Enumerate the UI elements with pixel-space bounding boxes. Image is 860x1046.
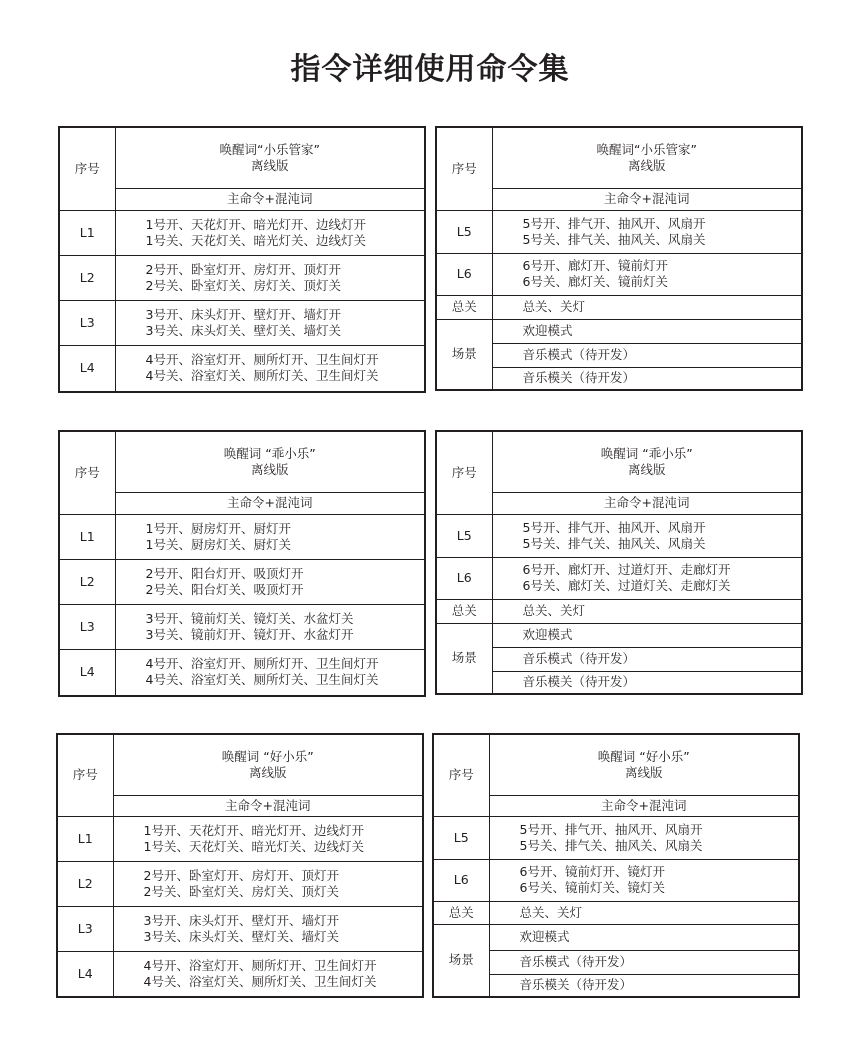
main-command-label: 主命令+混沌词: [489, 795, 799, 816]
scene-item: 欢迎模式: [489, 924, 799, 950]
table-row: [57, 906, 423, 951]
row-id: L2: [57, 861, 113, 906]
row-commands: [492, 210, 802, 253]
offline-label: 离线版: [248, 764, 287, 780]
table-row: [436, 514, 802, 557]
wake-word-header: [115, 431, 425, 492]
command-off: 6号关、廊灯关、过道灯关、走廊灯关: [522, 578, 731, 593]
row-commands: [113, 861, 423, 906]
row-commands: [113, 816, 423, 861]
command-off: 2号关、卧室灯关、房灯关、顶灯关: [143, 883, 339, 899]
row-commands: [489, 859, 799, 901]
command-off: 1号关、厨房灯关、厨灯关: [145, 536, 291, 552]
command-on: 1号开、天花灯开、暗光灯开、边线灯开: [143, 822, 364, 838]
row-commands: [492, 557, 802, 599]
index-header: 序号: [59, 127, 115, 210]
table-row: [59, 255, 425, 300]
command-off: 1号关、天花灯关、暗光灯关、边线灯关: [143, 838, 364, 854]
command-off: 5号关、排气关、抽风关、风扇关: [522, 535, 706, 551]
wake-word: 唤醒词“小乐管家”: [219, 141, 320, 157]
index-header: 序号: [59, 431, 115, 514]
row-commands: [115, 255, 425, 300]
wake-word: 唤醒词 “乖小乐”: [223, 445, 316, 461]
command-off: 6号关、廊灯关、镜前灯关: [522, 274, 668, 289]
command-off: 3号关、床头灯关、壁灯关、墙灯关: [143, 928, 339, 944]
table-row: [433, 924, 799, 950]
command-off: 1号关、天花灯关、暗光灯关、边线灯关: [145, 232, 366, 248]
command-off: 5号关、排气关、抽风关、风扇关: [519, 837, 703, 853]
row-id: L2: [59, 255, 115, 300]
command-off: 4号关、浴室灯关、厕所灯关、卫生间灯关: [145, 672, 379, 688]
scene-item: 音乐模关（待开发）: [489, 974, 799, 997]
table-row: [59, 604, 425, 649]
row-commands: [113, 906, 423, 951]
command-off: 3号关、镜前灯开、镜灯开、水盆灯开: [145, 626, 354, 642]
row-commands: [115, 649, 425, 696]
command-on: 4号开、浴室灯开、厕所灯开、卫生间灯开: [143, 957, 377, 973]
table-row: [59, 514, 425, 559]
table-row: [433, 859, 799, 901]
main-command-label: 主命令+混沌词: [492, 492, 802, 514]
scene-item: 音乐模关（待开发）: [492, 367, 802, 390]
wake-word-header: [489, 734, 799, 795]
table-row: [436, 599, 802, 623]
row-commands: [115, 514, 425, 559]
scene-item: 音乐模式（待开发）: [489, 950, 799, 974]
index-header: 序号: [436, 431, 492, 514]
row-id: L1: [59, 514, 115, 559]
table-row: [57, 816, 423, 861]
main-command-label: 主命令+混沌词: [115, 492, 425, 514]
command-table-1-lights: [58, 126, 426, 393]
command-off: 5号关、排气关、抽风关、风扇关: [522, 231, 706, 247]
command-table-2-devices: [435, 430, 803, 695]
command-on: 6号开、廊灯开、过道灯开、走廊灯开: [522, 562, 731, 577]
command-on: 4号开、浴室灯开、厕所灯开、卫生间灯开: [145, 656, 379, 672]
offline-label: 离线版: [627, 461, 666, 477]
main-command-label: 主命令+混沌词: [113, 795, 423, 816]
command-off: 6号关、镜前灯关、镜灯关: [519, 880, 665, 895]
command-off: 4号关、浴室灯关、厕所灯关、卫生间灯关: [143, 973, 377, 989]
command-on: 2号开、卧室灯开、房灯开、顶灯开: [143, 867, 339, 883]
table-row: [436, 319, 802, 343]
row-id: L4: [59, 649, 115, 696]
total-off-commands: 总关、关灯: [489, 901, 799, 924]
index-header: 序号: [433, 734, 489, 816]
command-on: 3号开、镜前灯关、镜灯关、水盆灯关: [145, 610, 354, 626]
row-id: L5: [433, 816, 489, 859]
command-on: 3号开、床头灯开、壁灯开、墙灯开: [143, 912, 339, 928]
wake-word: 唤醒词“小乐管家”: [596, 141, 697, 157]
index-header: 序号: [57, 734, 113, 816]
table-row: [436, 210, 802, 253]
wake-word: 唤醒词 “乖小乐”: [600, 445, 693, 461]
row-id: L1: [59, 210, 115, 255]
scene-item: 音乐模关（待开发）: [492, 671, 802, 694]
offline-label: 离线版: [627, 157, 666, 173]
scene-item: 欢迎模式: [492, 623, 802, 647]
command-on: 4号开、浴室灯开、厕所灯开、卫生间灯开: [145, 352, 379, 368]
row-commands: [492, 253, 802, 295]
wake-word-header: [492, 127, 802, 188]
command-on: 1号开、天花灯开、暗光灯开、边线灯开: [145, 216, 366, 232]
command-on: 6号开、廊灯开、镜前灯开: [522, 258, 668, 273]
scene-label: 场景: [436, 623, 492, 694]
table-row: [59, 559, 425, 604]
row-commands: [115, 345, 425, 392]
command-off: 2号关、阳台灯关、吸顶灯开: [145, 581, 304, 597]
command-on: 6号开、镜前灯开、镜灯开: [519, 864, 665, 879]
table-row: [59, 345, 425, 392]
wake-word: 唤醒词 “好小乐”: [597, 748, 690, 764]
command-on: 5号开、排气开、抽风开、风扇开: [522, 215, 706, 231]
wake-word-header: [115, 127, 425, 188]
command-on: 5号开、排气开、抽风开、风扇开: [522, 519, 706, 535]
total-off-commands: 总关、关灯: [492, 599, 802, 623]
row-id: L3: [59, 300, 115, 345]
command-off: 4号关、浴室灯关、厕所灯关、卫生间灯关: [145, 368, 379, 384]
row-commands: [115, 210, 425, 255]
table-row: [436, 557, 802, 599]
row-commands: [115, 604, 425, 649]
command-on: 2号开、卧室灯开、房灯开、顶灯开: [145, 261, 341, 277]
command-table-3-devices: [432, 733, 800, 998]
scene-item: 欢迎模式: [492, 319, 802, 343]
row-id: L3: [59, 604, 115, 649]
row-commands: [492, 514, 802, 557]
row-id: L4: [57, 951, 113, 997]
total-off-label: 总关: [436, 295, 492, 319]
scene-label: 场景: [433, 924, 489, 997]
row-id: L4: [59, 345, 115, 392]
row-commands: [113, 951, 423, 997]
main-command-label: 主命令+混沌词: [492, 188, 802, 210]
wake-word-header: [492, 431, 802, 492]
table-row: [57, 951, 423, 997]
command-on: 3号开、床头灯开、壁灯开、墙灯开: [145, 306, 341, 322]
command-on: 2号开、阳台灯开、吸顶灯开: [145, 565, 304, 581]
total-off-label: 总关: [436, 599, 492, 623]
table-row: [59, 210, 425, 255]
wake-word: 唤醒词 “好小乐”: [221, 748, 314, 764]
row-id: L2: [59, 559, 115, 604]
command-table-3-lights: [56, 733, 424, 998]
row-id: L3: [57, 906, 113, 951]
scene-item: 音乐模式（待开发）: [492, 343, 802, 367]
row-id: L6: [436, 557, 492, 599]
offline-label: 离线版: [624, 764, 663, 780]
table-row: [59, 300, 425, 345]
command-table-1-devices: [435, 126, 803, 391]
table-row: [59, 649, 425, 696]
total-off-label: 总关: [433, 901, 489, 924]
row-commands: [115, 559, 425, 604]
command-on: 1号开、厨房灯开、厨灯开: [145, 520, 291, 536]
page-title: 指令详细使用命令集: [290, 52, 570, 87]
scene-label: 场景: [436, 319, 492, 390]
main-command-label: 主命令+混沌词: [115, 188, 425, 210]
table-row: [433, 816, 799, 859]
row-id: L1: [57, 816, 113, 861]
command-off: 3号关、床头灯关、壁灯关、墙灯关: [145, 322, 341, 338]
offline-label: 离线版: [250, 157, 289, 173]
wake-word-header: [113, 734, 423, 795]
command-off: 2号关、卧室灯关、房灯关、顶灯关: [145, 277, 341, 293]
table-row: [436, 623, 802, 647]
row-commands: [489, 816, 799, 859]
row-id: L6: [436, 253, 492, 295]
table-row: [436, 253, 802, 295]
index-header: 序号: [436, 127, 492, 210]
row-id: L6: [433, 859, 489, 901]
table-row: [57, 861, 423, 906]
command-table-2-lights: [58, 430, 426, 697]
row-id: L5: [436, 514, 492, 557]
row-commands: [115, 300, 425, 345]
scene-item: 音乐模式（待开发）: [492, 647, 802, 671]
command-on: 5号开、排气开、抽风开、风扇开: [519, 821, 703, 837]
table-row: [433, 901, 799, 924]
table-row: [436, 295, 802, 319]
offline-label: 离线版: [250, 461, 289, 477]
row-id: L5: [436, 210, 492, 253]
total-off-commands: 总关、关灯: [492, 295, 802, 319]
